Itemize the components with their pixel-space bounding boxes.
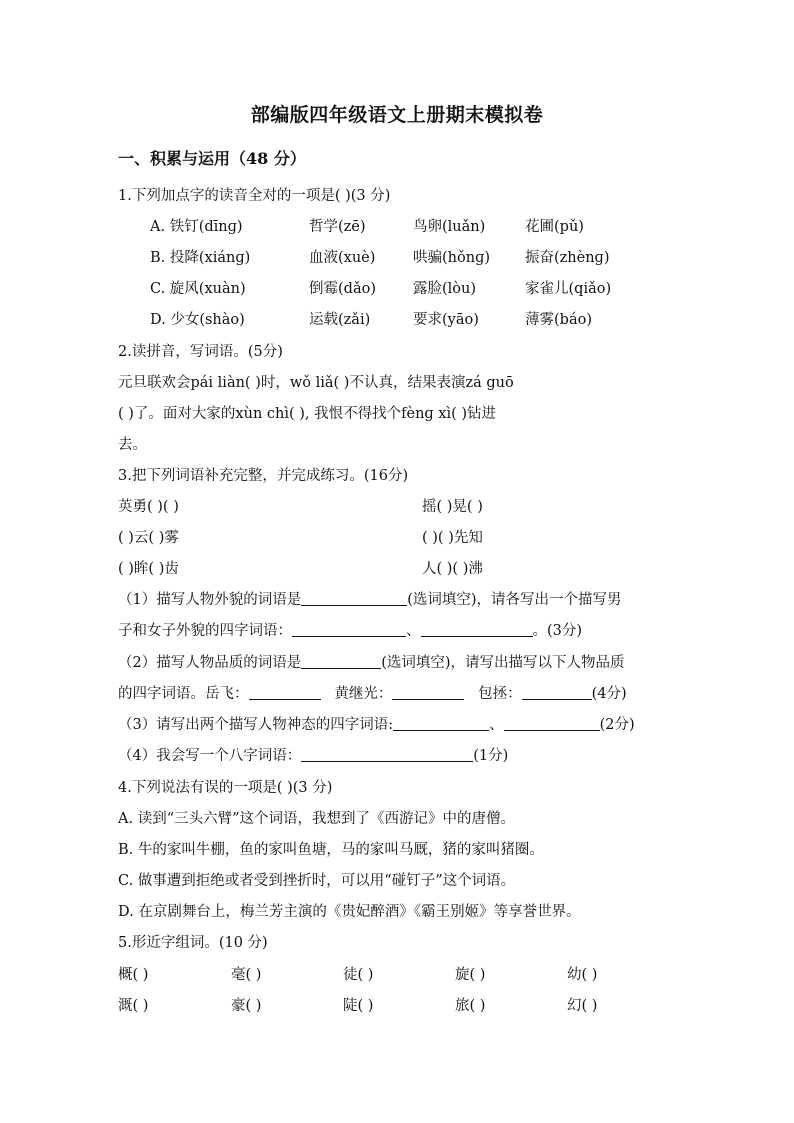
subquestion-text: （1）描写人物外貌的词语是 xyxy=(118,592,302,608)
question-2-stem: 2.读拼音，写词语。(5分) xyxy=(118,344,283,360)
answer-blank[interactable] xyxy=(522,685,592,700)
subquestion-text: 包拯： xyxy=(478,686,522,702)
answer-blank[interactable] xyxy=(392,685,464,700)
option-c-col3: 露脸(lòu) xyxy=(413,281,477,297)
option-d-col1: D. 少女(shào) xyxy=(150,312,245,328)
question-1-stem: 1.下列加点字的读音全对的一项是( )(3 分) xyxy=(118,188,391,204)
subquestion-4 xyxy=(118,746,508,766)
subquestion-text: 。(3分) xyxy=(532,623,583,639)
subquestion-2-cont xyxy=(118,684,627,704)
char-item: 旋( ) xyxy=(455,967,486,983)
question-3-stem: 3.把下列词语补充完整，并完成练习。(16分) xyxy=(118,468,409,484)
subquestion-text: 、 xyxy=(406,623,421,639)
option-c-col4: 家雀儿(qiǎo) xyxy=(525,281,612,297)
char-item: 豪( ) xyxy=(231,998,262,1014)
question-2-line: 去。 xyxy=(118,437,147,453)
char-item: 概( ) xyxy=(118,967,149,983)
option-d-col4: 薄雾(báo) xyxy=(525,312,592,328)
subquestion-text: （2）描写人物品质的词语是 xyxy=(118,655,302,671)
question-4-option-d: D. 在京剧舞台上，梅兰芳主演的《贵妃醉酒》《霸王别姬》等享誉世界。 xyxy=(118,904,581,920)
subquestion-text: (选词填空)，请各写出一个描写男 xyxy=(407,592,622,608)
idiom-right: 人( )( )沸 xyxy=(422,561,483,577)
subquestion-2 xyxy=(118,653,625,673)
option-b-col3: 哄骗(hǒnɡ) xyxy=(413,250,491,266)
option-b-col4: 振奋(zhènɡ) xyxy=(525,250,610,266)
option-a-col3: 鸟卵(luǎn) xyxy=(413,219,486,235)
subquestion-text: 子和女子外貌的四字词语： xyxy=(118,623,292,639)
option-d-col3: 要求(yāo) xyxy=(413,312,479,328)
question-4-stem: 4.下列说法有误的一项是( )(3 分) xyxy=(118,780,333,796)
subquestion-3 xyxy=(118,715,635,735)
option-a-col1: A. 铁钉(dīnɡ) xyxy=(150,219,243,235)
question-4-option-b: B. 牛的家叫牛棚，鱼的家叫鱼塘，马的家叫马厩，猪的家叫猪圈。 xyxy=(118,842,544,858)
char-item: 徒( ) xyxy=(343,967,374,983)
subquestion-text: (2分) xyxy=(599,717,635,733)
section-heading: 一、积累与运用（48 分） xyxy=(118,149,306,168)
subquestion-1-cont xyxy=(118,621,582,641)
question-4-option-a: A. 读到“三头六臂”这个词语，我想到了《西游记》中的唐僧。 xyxy=(118,811,516,827)
idiom-left: ( )云( )雾 xyxy=(118,530,179,546)
idiom-right: 摇( )晃( ) xyxy=(422,499,483,515)
subquestion-text: 的四字词语。岳飞： xyxy=(118,686,249,702)
subquestion-text: （4）我会写一个八字词语： xyxy=(118,748,302,764)
option-c-col2: 倒霉(dǎo) xyxy=(309,281,376,297)
subquestion-text: （3）请写出两个描写人物神态的四字词语: xyxy=(118,717,394,733)
option-b-col2: 血液(xuè) xyxy=(309,250,376,266)
answer-blank[interactable] xyxy=(393,716,489,731)
option-c-col1: C. 旋风(xuàn) xyxy=(150,281,246,297)
question-4-option-c: C. 做事遭到拒绝或者受到挫折时，可以用“碰钉子”这个词语。 xyxy=(118,873,516,889)
option-a-col2: 哲学(zē) xyxy=(309,219,366,235)
option-b-col1: B. 投降(xiánɡ) xyxy=(150,250,251,266)
subquestion-text: (1分) xyxy=(473,748,509,764)
answer-blank[interactable] xyxy=(292,622,406,637)
char-item: 毫( ) xyxy=(231,967,262,983)
option-a-col4: 花圃(pǔ) xyxy=(525,219,584,235)
idiom-right: ( )( )先知 xyxy=(422,530,483,546)
subquestion-text: 、 xyxy=(489,717,504,733)
answer-blank[interactable] xyxy=(301,591,407,606)
idiom-left: 英勇( )( ) xyxy=(118,499,179,515)
char-item: 溉( ) xyxy=(118,998,149,1014)
answer-blank[interactable] xyxy=(249,685,321,700)
subquestion-text: (4分) xyxy=(591,686,627,702)
subquestion-text: (选词填空)，请写出描写以下人物品质 xyxy=(381,655,625,671)
question-2-line: ( )了。面对大家的xùn chì( ), 我恨不得找个fènɡ xì( )钻进 xyxy=(118,406,497,422)
subquestion-text: 黄继光： xyxy=(334,686,393,702)
question-5-stem: 5.形近字组词。(10 分) xyxy=(118,935,268,951)
char-item: 幻( ) xyxy=(567,998,598,1014)
char-item: 旅( ) xyxy=(455,998,486,1014)
answer-blank[interactable] xyxy=(504,716,600,731)
subquestion-1 xyxy=(118,590,622,610)
question-2-line: 元旦联欢会pái liàn( )时，wǒ liǎ( )不认真，结果表演zá guō xyxy=(118,375,514,391)
page-title: 部编版四年级语文上册期末模拟卷 xyxy=(250,104,544,126)
option-d-col2: 运载(zǎi) xyxy=(309,312,371,328)
answer-blank[interactable] xyxy=(421,622,533,637)
answer-blank[interactable] xyxy=(301,747,473,762)
char-item: 陡( ) xyxy=(343,998,374,1014)
idiom-left: ( )眸( )齿 xyxy=(118,561,179,577)
answer-blank[interactable] xyxy=(301,654,381,669)
char-item: 幼( ) xyxy=(567,967,598,983)
